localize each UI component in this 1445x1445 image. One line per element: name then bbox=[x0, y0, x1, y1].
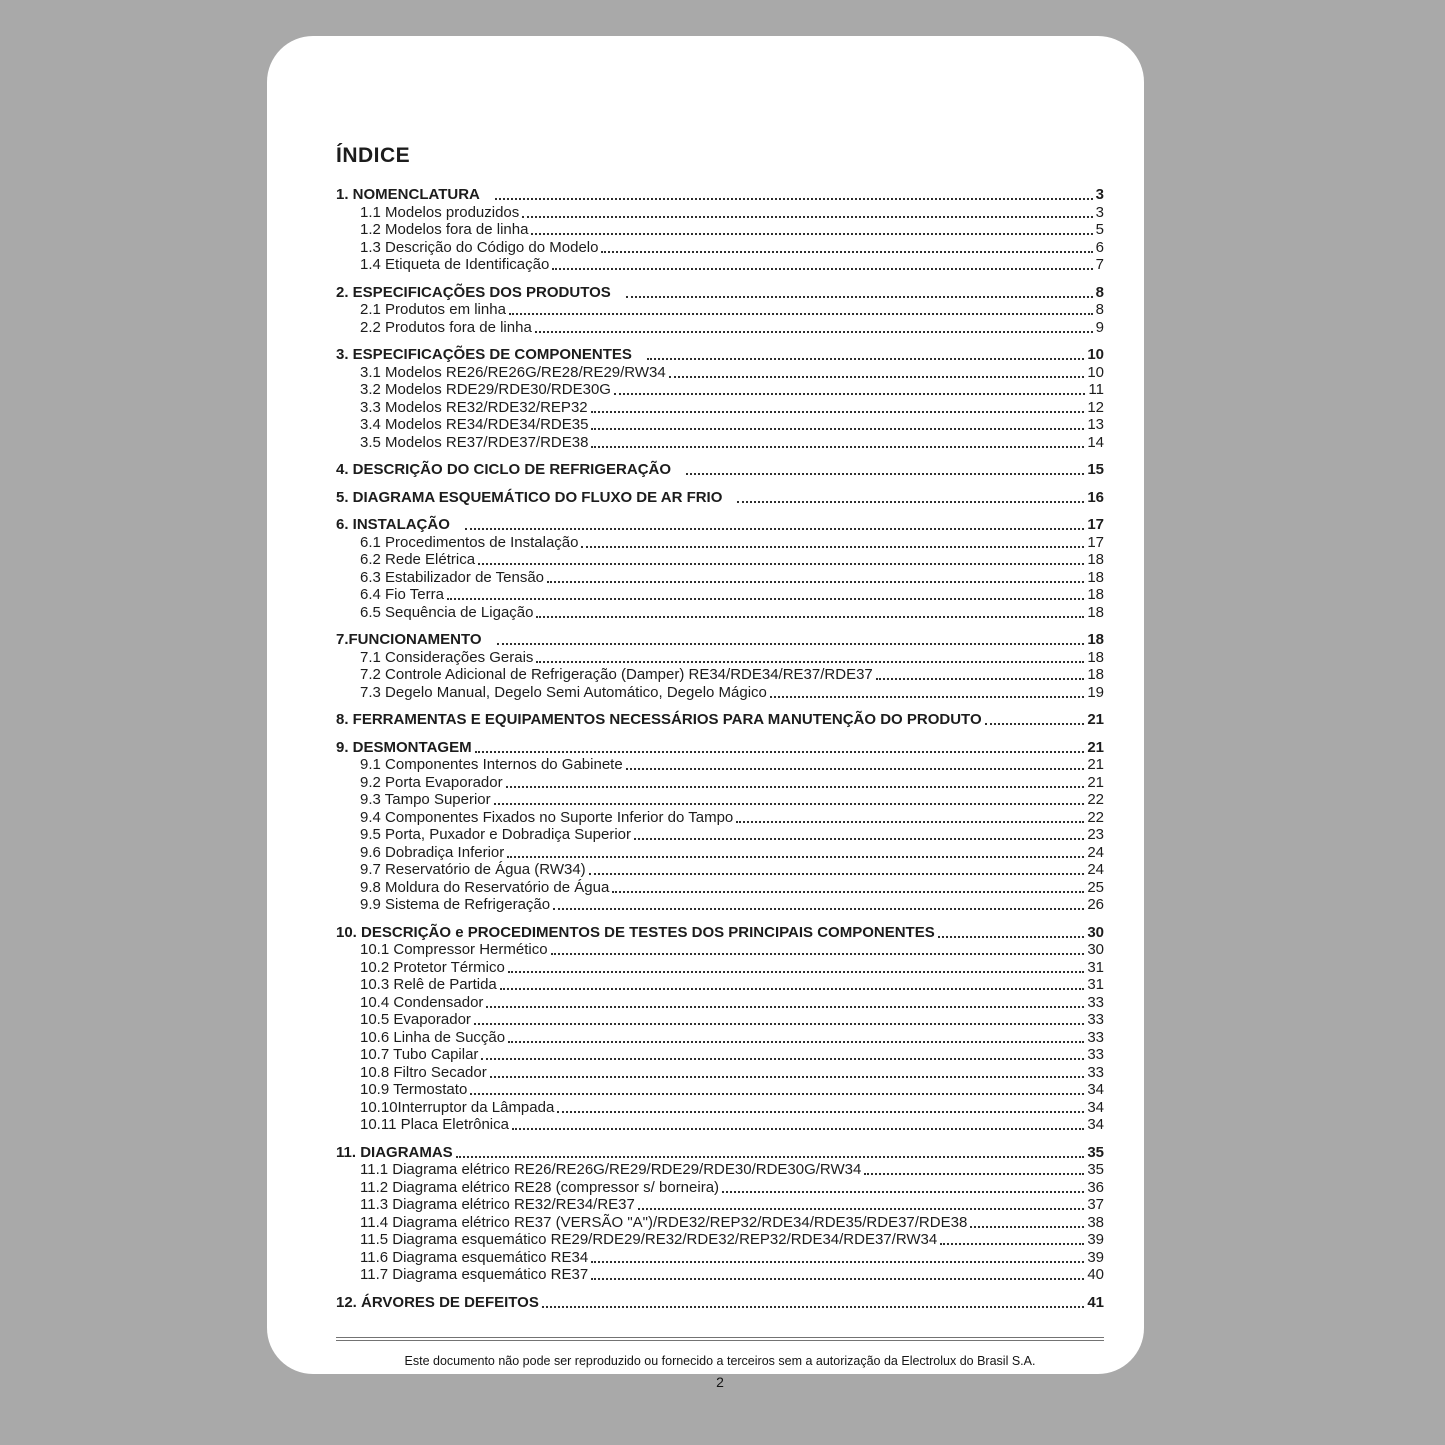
toc-row bbox=[336, 1294, 1104, 1312]
toc-entry-page: 17 bbox=[1087, 533, 1104, 551]
toc-row bbox=[336, 1144, 1104, 1162]
toc-entry-label: 5. DIAGRAMA ESQUEMÁTICO DO FLUXO DE AR FRIO bbox=[336, 488, 723, 506]
toc-leader-dots bbox=[591, 1278, 1084, 1280]
toc-row bbox=[336, 381, 1104, 399]
toc-row bbox=[336, 844, 1104, 862]
toc-leader-dots bbox=[507, 856, 1084, 858]
toc-entry-page: 12 bbox=[1087, 398, 1104, 416]
toc-entry-label: 3.5 Modelos RE37/RDE37/RDE38 bbox=[360, 433, 589, 451]
toc-leader-dots bbox=[601, 251, 1092, 253]
toc-entry-label: 11.5 Diagrama esquemático RE29/RDE29/RE32/RDE32/REP32/RDE34/RDE37/RW34 bbox=[360, 1231, 938, 1248]
toc-entry-page: 31 bbox=[1087, 958, 1104, 976]
toc-row bbox=[336, 256, 1104, 274]
toc-leader-dots bbox=[626, 768, 1085, 770]
toc-entry-label: 7.FUNCIONAMENTO bbox=[336, 631, 482, 648]
toc-entry-page: 33 bbox=[1087, 993, 1104, 1011]
toc-leader-dots bbox=[626, 296, 1093, 298]
toc-entry-label: 7.1 Considerações Gerais bbox=[360, 648, 534, 666]
toc-entry-page: 21 bbox=[1087, 756, 1104, 773]
toc-entry-label: 4. DESCRIÇÃO DO CICLO DE REFRIGERAÇÃO bbox=[336, 461, 672, 478]
toc-entry-label: 10.3 Relê de Partida bbox=[360, 976, 497, 993]
toc-row bbox=[336, 364, 1104, 382]
toc-entry-label: 9.8 Moldura do Reservatório de Água bbox=[360, 878, 610, 896]
toc-entry-page: 33 bbox=[1087, 1011, 1104, 1028]
toc-entry-label: 12. ÁRVORES DE DEFEITOS bbox=[336, 1293, 539, 1311]
toc-entry-page: 8 bbox=[1095, 301, 1104, 318]
toc-entry-page: 33 bbox=[1087, 1046, 1104, 1063]
toc-row bbox=[336, 711, 1104, 729]
toc-entry-label: 11.3 Diagrama elétrico RE32/RE34/RE37 bbox=[360, 1196, 635, 1213]
toc-row bbox=[336, 569, 1104, 587]
toc-entry-page: 30 bbox=[1087, 941, 1104, 958]
toc-leader-dots bbox=[547, 581, 1084, 583]
toc-entry-page: 21 bbox=[1087, 738, 1104, 756]
toc-entry-label: 10.10Interruptor da Lâmpada bbox=[360, 1098, 555, 1116]
toc-entry-label: 10. DESCRIÇÃO e PROCEDIMENTOS DE TESTES DOS PRINCIPAIS COMPONENTES bbox=[336, 923, 935, 941]
toc-entry-page: 18 bbox=[1087, 568, 1104, 586]
toc-row bbox=[336, 516, 1104, 534]
toc-entry-label: 10.8 Filtro Secador bbox=[360, 1063, 487, 1081]
toc-entry-page: 9 bbox=[1095, 318, 1104, 336]
toc-entry-page: 41 bbox=[1087, 1293, 1104, 1311]
toc-row bbox=[336, 301, 1104, 319]
toc-entry-page: 39 bbox=[1087, 1231, 1104, 1248]
footer-disclaimer: Este documento não pode ser reproduzido ou fornecido a terceiros sem a autorização da Electrolux do Brasil S.A. bbox=[404, 1353, 1036, 1368]
toc-entry-page: 18 bbox=[1087, 586, 1104, 603]
toc-entry-page: 25 bbox=[1087, 878, 1104, 896]
toc-row bbox=[336, 461, 1104, 479]
toc-entry-label: 1.1 Modelos produzidos bbox=[360, 203, 520, 221]
toc-leader-dots bbox=[737, 501, 1084, 503]
toc-leader-dots bbox=[736, 821, 1084, 823]
toc-row bbox=[336, 941, 1104, 959]
toc-entry-page: 18 bbox=[1087, 631, 1104, 648]
toc-entry-label: 6.2 Rede Elétrica bbox=[360, 551, 476, 568]
toc-row bbox=[336, 221, 1104, 239]
toc-row bbox=[336, 416, 1104, 434]
toc-leader-dots bbox=[475, 751, 1085, 753]
toc-row bbox=[336, 1081, 1104, 1099]
toc-entry-page: 10 bbox=[1087, 363, 1104, 381]
toc-leader-dots bbox=[864, 1173, 1084, 1175]
toc-leader-dots bbox=[591, 446, 1084, 448]
toc-row bbox=[336, 586, 1104, 604]
toc-row bbox=[336, 809, 1104, 827]
toc-leader-dots bbox=[508, 971, 1085, 973]
toc-entry-page: 14 bbox=[1087, 433, 1104, 451]
toc-leader-dots bbox=[614, 393, 1085, 395]
toc-entry-page: 31 bbox=[1087, 976, 1104, 993]
toc-entry-label: 3.4 Modelos RE34/RDE34/RDE35 bbox=[360, 416, 589, 433]
toc-entry-label: 10.11 Placa Eletrônica bbox=[360, 1116, 509, 1133]
toc-entry-label: 8. FERRAMENTAS E EQUIPAMENTOS NECESSÁRIOS PARA MANUTENÇÃO DO PRODUTO bbox=[336, 711, 982, 728]
toc-row bbox=[336, 994, 1104, 1012]
toc-row bbox=[336, 756, 1104, 774]
toc-leader-dots bbox=[591, 411, 1085, 413]
toc-row bbox=[336, 1231, 1104, 1249]
toc-leader-dots bbox=[481, 1058, 1084, 1060]
toc-leader-dots bbox=[536, 616, 1084, 618]
toc-leader-dots bbox=[591, 1261, 1084, 1263]
toc-leader-dots bbox=[589, 873, 1085, 875]
toc-row bbox=[336, 666, 1104, 684]
toc-leader-dots bbox=[470, 1093, 1084, 1095]
toc-row bbox=[336, 1161, 1104, 1179]
toc-leader-dots bbox=[531, 233, 1092, 235]
toc-entry-page: 10 bbox=[1087, 346, 1104, 363]
toc-row bbox=[336, 1064, 1104, 1082]
toc-entry-label: 3. ESPECIFICAÇÕES DE COMPONENTES bbox=[336, 346, 632, 363]
toc-row bbox=[336, 604, 1104, 622]
toc-entry-page: 36 bbox=[1087, 1178, 1104, 1196]
toc-entry-label: 10.6 Linha de Sucção bbox=[360, 1028, 506, 1046]
toc-leader-dots bbox=[509, 313, 1093, 315]
toc-entry-page: 18 bbox=[1087, 666, 1104, 683]
toc-entry-label: 1. NOMENCLATURA bbox=[336, 186, 480, 203]
toc-row bbox=[336, 434, 1104, 452]
toc-entry-page: 16 bbox=[1087, 488, 1104, 506]
toc-entry-label: 3.1 Modelos RE26/RE26G/RE28/RE29/RW34 bbox=[360, 363, 666, 381]
toc-leader-dots bbox=[486, 1006, 1084, 1008]
toc-row bbox=[336, 1249, 1104, 1267]
toc-entry-page: 8 bbox=[1095, 283, 1104, 301]
toc-entry-page: 33 bbox=[1087, 1028, 1104, 1046]
toc-entry-page: 24 bbox=[1087, 861, 1104, 878]
toc-row bbox=[336, 631, 1104, 649]
toc-row bbox=[336, 1196, 1104, 1214]
toc-leader-dots bbox=[938, 936, 1085, 938]
toc-row bbox=[336, 186, 1104, 204]
footer-divider bbox=[336, 1337, 1104, 1341]
toc-list bbox=[336, 186, 1104, 1311]
document-page bbox=[267, 36, 1144, 1390]
toc-entry-label: 9. DESMONTAGEM bbox=[336, 738, 472, 756]
toc-row bbox=[336, 739, 1104, 757]
toc-leader-dots bbox=[500, 988, 1085, 990]
toc-row bbox=[336, 959, 1104, 977]
toc-entry-label: 2. ESPECIFICAÇÕES DOS PRODUTOS bbox=[336, 283, 611, 301]
toc-entry-label: 1.2 Modelos fora de linha bbox=[360, 221, 529, 238]
toc-row bbox=[336, 551, 1104, 569]
toc-row bbox=[336, 774, 1104, 792]
toc-leader-dots bbox=[506, 786, 1085, 788]
toc-row bbox=[336, 534, 1104, 552]
toc-leader-dots bbox=[970, 1226, 1084, 1228]
toc-entry-label: 10.1 Compressor Hermético bbox=[360, 941, 548, 958]
toc-entry-label: 9.6 Dobradiça Inferior bbox=[360, 843, 505, 861]
toc-entry-label: 10.7 Tubo Capilar bbox=[360, 1046, 479, 1063]
toc-leader-dots bbox=[557, 1111, 1084, 1113]
toc-row bbox=[336, 896, 1104, 914]
toc-row bbox=[336, 204, 1104, 222]
toc-row bbox=[336, 1011, 1104, 1029]
toc-entry-label: 11.4 Diagrama elétrico RE37 (VERSÃO "A")/RDE32/REP32/RDE34/RDE35/RDE37/RDE38 bbox=[360, 1213, 968, 1231]
toc-entry-page: 22 bbox=[1087, 808, 1104, 826]
toc-leader-dots bbox=[581, 546, 1084, 548]
toc-entry-page: 37 bbox=[1087, 1196, 1104, 1213]
toc-entry-label: 6.4 Fio Terra bbox=[360, 586, 444, 603]
toc-leader-dots bbox=[512, 1128, 1084, 1130]
toc-entry-label: 9.1 Componentes Internos do Gabinete bbox=[360, 756, 623, 773]
toc-entry-page: 39 bbox=[1087, 1248, 1104, 1266]
toc-leader-dots bbox=[669, 376, 1085, 378]
toc-row bbox=[336, 284, 1104, 302]
toc-leader-dots bbox=[638, 1208, 1084, 1210]
toc-leader-dots bbox=[591, 428, 1084, 430]
toc-row bbox=[336, 976, 1104, 994]
toc-entry-label: 1.3 Descrição do Código do Modelo bbox=[360, 238, 599, 256]
toc-entry-label: 10.2 Protetor Térmico bbox=[360, 958, 505, 976]
toc-entry-label: 9.3 Tampo Superior bbox=[360, 791, 491, 808]
toc-row bbox=[336, 239, 1104, 257]
toc-entry-page: 7 bbox=[1095, 256, 1104, 273]
toc-entry-label: 11.2 Diagrama elétrico RE28 (compressor s/ borneira) bbox=[360, 1178, 720, 1196]
toc-entry-page: 21 bbox=[1087, 773, 1104, 791]
toc-entry-label: 2.1 Produtos em linha bbox=[360, 301, 506, 318]
toc-leader-dots bbox=[490, 1076, 1085, 1078]
page-title: ÍNDICE bbox=[336, 144, 411, 167]
toc-entry-label: 10.9 Termostato bbox=[360, 1081, 468, 1098]
toc-leader-dots bbox=[612, 891, 1084, 893]
toc-entry-label: 9.9 Sistema de Refrigeração bbox=[360, 896, 551, 913]
toc-entry-page: 18 bbox=[1087, 648, 1104, 666]
toc-entry-label: 11. DIAGRAMAS bbox=[336, 1143, 453, 1161]
page-number: 2 bbox=[716, 1373, 724, 1390]
toc-entry-label: 6.1 Procedimentos de Instalação bbox=[360, 533, 579, 551]
toc-row bbox=[336, 861, 1104, 879]
toc-leader-dots bbox=[465, 528, 1084, 530]
toc-entry-label: 10.4 Condensador bbox=[360, 993, 484, 1011]
toc-row bbox=[336, 1214, 1104, 1232]
toc-entry-label: 2.2 Produtos fora de linha bbox=[360, 318, 532, 336]
toc-leader-dots bbox=[474, 1023, 1084, 1025]
toc-row bbox=[336, 791, 1104, 809]
toc-leader-dots bbox=[647, 358, 1084, 360]
toc-entry-label: 11.7 Diagrama esquemático RE37 bbox=[360, 1266, 589, 1283]
toc-row bbox=[336, 826, 1104, 844]
toc-leader-dots bbox=[447, 598, 1084, 600]
toc-leader-dots bbox=[522, 216, 1092, 218]
toc-entry-label: 11.1 Diagrama elétrico RE26/RE26G/RE29/RDE29/RDE30/RDE30G/RW34 bbox=[360, 1161, 862, 1178]
toc-row bbox=[336, 684, 1104, 702]
toc-leader-dots bbox=[634, 838, 1084, 840]
toc-entry-label: 7.2 Controle Adicional de Refrigeração (Damper) RE34/RDE34/RE37/RDE37 bbox=[360, 666, 873, 683]
toc-entry-page: 22 bbox=[1087, 791, 1104, 808]
toc-leader-dots bbox=[542, 1306, 1084, 1308]
toc-leader-dots bbox=[494, 803, 1085, 805]
toc-entry-label: 9.7 Reservatório de Água (RW34) bbox=[360, 861, 586, 878]
toc-entry-label: 11.6 Diagrama esquemático RE34 bbox=[360, 1248, 589, 1266]
toc-entry-page: 3 bbox=[1095, 186, 1104, 203]
toc-entry-label: 1.4 Etiqueta de Identificação bbox=[360, 256, 550, 273]
toc-leader-dots bbox=[535, 331, 1093, 333]
toc-entry-label: 3.3 Modelos RE32/RDE32/REP32 bbox=[360, 398, 588, 416]
toc-entry-label: 6. INSTALAÇÃO bbox=[336, 516, 450, 533]
toc-row bbox=[336, 1179, 1104, 1197]
toc-row bbox=[336, 489, 1104, 507]
toc-entry-page: 11 bbox=[1088, 381, 1104, 398]
toc-entry-page: 19 bbox=[1087, 683, 1104, 701]
toc-entry-page: 38 bbox=[1087, 1213, 1104, 1231]
toc-row bbox=[336, 1046, 1104, 1064]
toc-row bbox=[336, 924, 1104, 942]
toc-entry-page: 34 bbox=[1087, 1098, 1104, 1116]
toc-entry-page: 35 bbox=[1087, 1161, 1104, 1178]
toc-entry-label: 6.5 Sequência de Ligação bbox=[360, 603, 534, 621]
toc-row bbox=[336, 1029, 1104, 1047]
toc-entry-page: 3 bbox=[1095, 203, 1104, 221]
toc-entry-page: 24 bbox=[1087, 843, 1104, 861]
toc-entry-page: 15 bbox=[1087, 461, 1104, 478]
toc-row bbox=[336, 649, 1104, 667]
toc-leader-dots bbox=[722, 1191, 1084, 1193]
toc-row bbox=[336, 319, 1104, 337]
toc-leader-dots bbox=[552, 268, 1092, 270]
toc-leader-dots bbox=[876, 678, 1085, 680]
toc-entry-page: 34 bbox=[1087, 1081, 1104, 1098]
toc-entry-label: 7.3 Degelo Manual, Degelo Semi Automático, Degelo Mágico bbox=[360, 683, 767, 701]
toc-row bbox=[336, 346, 1104, 364]
toc-leader-dots bbox=[553, 908, 1084, 910]
toc-entry-page: 21 bbox=[1087, 711, 1104, 728]
toc-entry-label: 3.2 Modelos RDE29/RDE30/RDE30G bbox=[360, 381, 611, 398]
toc-row bbox=[336, 1099, 1104, 1117]
toc-entry-page: 18 bbox=[1087, 551, 1104, 568]
toc-leader-dots bbox=[551, 953, 1085, 955]
toc-entry-page: 33 bbox=[1087, 1063, 1104, 1081]
toc-entry-page: 23 bbox=[1087, 826, 1104, 843]
toc-entry-label: 10.5 Evaporador bbox=[360, 1011, 471, 1028]
toc-entry-label: 9.2 Porta Evaporador bbox=[360, 773, 503, 791]
toc-entry-label: 9.4 Componentes Fixados no Suporte Inferior do Tampo bbox=[360, 808, 734, 826]
toc-entry-page: 18 bbox=[1087, 603, 1104, 621]
toc-row bbox=[336, 1266, 1104, 1284]
toc-entry-label: 9.5 Porta, Puxador e Dobradiça Superior bbox=[360, 826, 631, 843]
toc-entry-page: 17 bbox=[1087, 516, 1104, 533]
toc-leader-dots bbox=[495, 198, 1093, 200]
toc-leader-dots bbox=[985, 723, 1085, 725]
toc-row bbox=[336, 1116, 1104, 1134]
toc-entry-page: 13 bbox=[1087, 416, 1104, 433]
toc-entry-page: 35 bbox=[1087, 1143, 1104, 1161]
toc-leader-dots bbox=[478, 563, 1084, 565]
toc-entry-page: 26 bbox=[1087, 896, 1104, 913]
toc-leader-dots bbox=[456, 1156, 1085, 1158]
toc-leader-dots bbox=[508, 1041, 1084, 1043]
toc-entry-page: 5 bbox=[1095, 221, 1104, 238]
toc-entry-page: 30 bbox=[1087, 923, 1104, 941]
toc-leader-dots bbox=[770, 696, 1084, 698]
toc-leader-dots bbox=[940, 1243, 1084, 1245]
toc-leader-dots bbox=[497, 643, 1085, 645]
toc-row bbox=[336, 879, 1104, 897]
toc-entry-page: 40 bbox=[1087, 1266, 1104, 1283]
toc-entry-page: 6 bbox=[1095, 238, 1104, 256]
toc-leader-dots bbox=[686, 473, 1084, 475]
toc-entry-label: 6.3 Estabilizador de Tensão bbox=[360, 568, 545, 586]
toc-entry-page: 34 bbox=[1087, 1116, 1104, 1133]
toc-row bbox=[336, 399, 1104, 417]
toc-leader-dots bbox=[536, 661, 1084, 663]
